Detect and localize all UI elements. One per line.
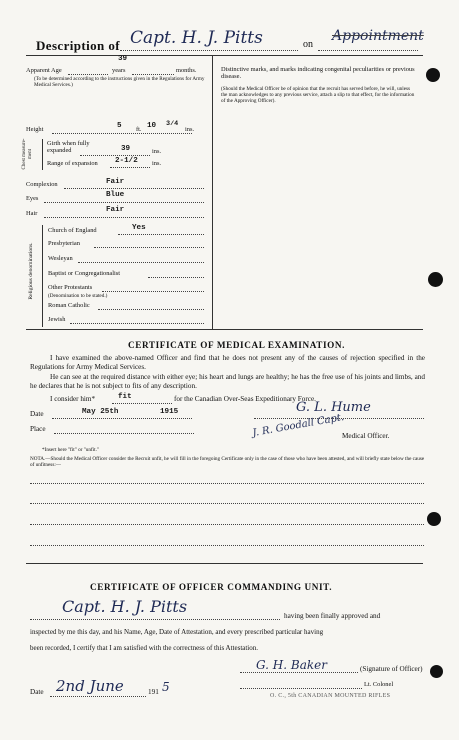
girth-label: Girth when fully expanded: [47, 140, 90, 155]
column-divider: [212, 56, 213, 329]
unfitness-line: [30, 545, 424, 546]
religion-label: Roman Catholic: [48, 302, 90, 309]
commanding-certificate-title: CERTIFICATE OF OFFICER COMMANDING UNIT.: [90, 582, 333, 592]
religion-label: Baptist or Congregationalist: [48, 270, 121, 277]
commanding-name-line: [30, 619, 280, 620]
medical-paragraph-1: I have examined the above-named Officer and find that he does not present any of the causes of rejection specified in the Regulations for Army Medical Services.: [30, 354, 425, 371]
name-line: [120, 50, 298, 51]
commanding-name-handwritten: Capt. H. J. Pitts: [62, 597, 188, 616]
hair-value: Fair: [106, 206, 125, 214]
rank-line: [240, 688, 362, 689]
height-fraction: 3/4: [166, 120, 179, 128]
punch-hole: [426, 68, 440, 82]
height-feet: 5: [117, 122, 122, 130]
punch-hole: [430, 665, 443, 678]
medical-date-value: May 25th: [82, 408, 119, 416]
section-rule: [26, 563, 423, 564]
prior-service-note: (Should the Medical Officer be of opinion that the recruit has served before, he will, unless the man acknowledges to any previous service, attach a slip to that effect, for the information of the Approving Officer).: [221, 86, 415, 104]
religion-label: Other Protestants: [48, 284, 93, 291]
unfitness-line: [30, 483, 424, 484]
hair-label: Hair: [26, 210, 38, 217]
header-rule: [26, 55, 423, 56]
complexion-label: Complexion: [26, 181, 58, 188]
religion-line: [98, 309, 204, 310]
years-label: years: [112, 67, 126, 74]
header-occasion-handwritten: Appointment: [332, 28, 424, 44]
punch-hole: [428, 272, 443, 287]
approved-text: having been finally approved and: [284, 612, 381, 620]
girth-value: 39: [121, 145, 131, 153]
height-line: [52, 133, 192, 134]
commanding-date-handwritten: 2nd June: [56, 677, 124, 695]
chest-bracket: [42, 139, 43, 170]
on-label: on: [303, 39, 313, 50]
medical-place-line: [54, 433, 194, 434]
medical-paragraph-2: He can see at the required distance with either eye; his heart and lungs are healthy; he has the free use of his joints and limbs, and he declares that he is not subject to fits of any description.: [30, 373, 425, 390]
nota-text: NOTA.—Should the Medical Officer consider the Recruit unfit, he will fill in the foregoing Certificate only in the case of those who have been attested, and will briefly state below the cause of unfitness:—: [30, 456, 425, 468]
medical-signature-1: G. L. Hume: [296, 400, 371, 415]
distinctive-marks-heading: Distinctive marks, and marks indicating congenital peculiarities or previous disease.: [221, 66, 415, 81]
description-of-label: Description of: [36, 38, 120, 53]
eyes-label: Eyes: [26, 195, 39, 202]
commanding-date-label: Date: [30, 688, 44, 696]
height-feet-unit: ft.: [136, 126, 142, 133]
commanding-line-2: inspected by me this day, and his Name, Age, Date of Attestation, and every prescribed particular having: [30, 628, 324, 636]
medical-place-label: Place: [30, 425, 46, 433]
age-note: (To be determined according to the instructions given in the Regulations for Army Medical Services.): [34, 76, 205, 88]
chest-vertical-label: Chest measure-ment: [22, 138, 33, 170]
fit-footnote: *Insert here "fit" or "unfit.": [42, 447, 100, 453]
girth-line: [80, 155, 150, 156]
expansion-unit: ins.: [152, 160, 162, 167]
complexion-line: [64, 188, 204, 189]
apparent-age-label: Apparent Age: [26, 67, 62, 74]
commanding-year-digit: 5: [162, 680, 170, 694]
religion-vertical-label: Religious denominations.: [28, 242, 34, 300]
height-inches-unit: ins.: [185, 126, 195, 133]
apparent-age-line: [68, 74, 108, 75]
religion-line: [94, 247, 204, 248]
commanding-signature-line: [240, 672, 358, 673]
months-label: months.: [176, 67, 197, 74]
expansion-label: Range of expansion: [47, 160, 98, 167]
height-inches: 10: [147, 122, 157, 130]
header-name-handwritten: Capt. H. J. Pitts: [130, 28, 263, 48]
medical-date-line: [52, 418, 192, 419]
religion-label: (Denomination to be stated.): [48, 293, 108, 299]
religion-label: Church of England: [48, 227, 97, 234]
unfitness-line: [30, 524, 424, 525]
commanding-year-prefix: 191: [148, 688, 159, 696]
medical-date-label: Date: [30, 410, 44, 418]
medical-date-year: 1915: [160, 408, 179, 416]
rank-label: Lt. Colonel: [364, 681, 394, 688]
occasion-line: [318, 50, 418, 51]
eyes-value: Blue: [106, 191, 125, 199]
punch-hole: [427, 512, 441, 526]
religion-label: Presbyterian: [48, 240, 80, 247]
hair-line: [44, 217, 204, 218]
consider-label: I consider him*: [50, 395, 96, 403]
medical-certificate-title: CERTIFICATE OF MEDICAL EXAMINATION.: [128, 340, 346, 350]
consider-tail: for the Canadian Over-Seas Expeditionary Force.: [174, 395, 316, 403]
signature-of-officer-label: (Signature of Officer): [360, 665, 423, 673]
height-label: Height: [26, 126, 44, 133]
religion-label: Jewish: [48, 316, 66, 323]
complexion-value: Fair: [106, 178, 125, 186]
unit-stamp: O. C., 5th CANADIAN MOUNTED RIFLES: [270, 693, 391, 699]
medical-signature-2: J. R. Goodall Capt.: [251, 412, 345, 439]
expansion-value: 2-1/2: [115, 157, 138, 165]
expansion-line: [110, 167, 150, 168]
age-typed: 39: [118, 55, 128, 63]
months-line: [132, 74, 174, 75]
commanding-line-3: been recorded, I certify that I am satisfied with the correctness of this Attestation.: [30, 644, 259, 652]
consider-line: [112, 403, 172, 404]
section-rule: [26, 329, 423, 330]
religion-line: [118, 234, 204, 235]
religion-line: [148, 277, 204, 278]
eyes-line: [44, 202, 204, 203]
religion-line: [102, 291, 204, 292]
unfitness-line: [30, 503, 424, 504]
consider-value: fit: [118, 393, 132, 401]
girth-unit: ins.: [152, 148, 162, 155]
religion-label: Wesleyan: [48, 255, 73, 262]
religion-value: Yes: [132, 224, 146, 232]
medical-officer-label: Medical Officer.: [342, 432, 390, 440]
religion-line: [78, 262, 204, 263]
religion-line: [70, 323, 204, 324]
commanding-date-line: [50, 696, 146, 697]
commanding-signature: G. H. Baker: [256, 658, 327, 672]
religion-bracket: [42, 225, 43, 327]
